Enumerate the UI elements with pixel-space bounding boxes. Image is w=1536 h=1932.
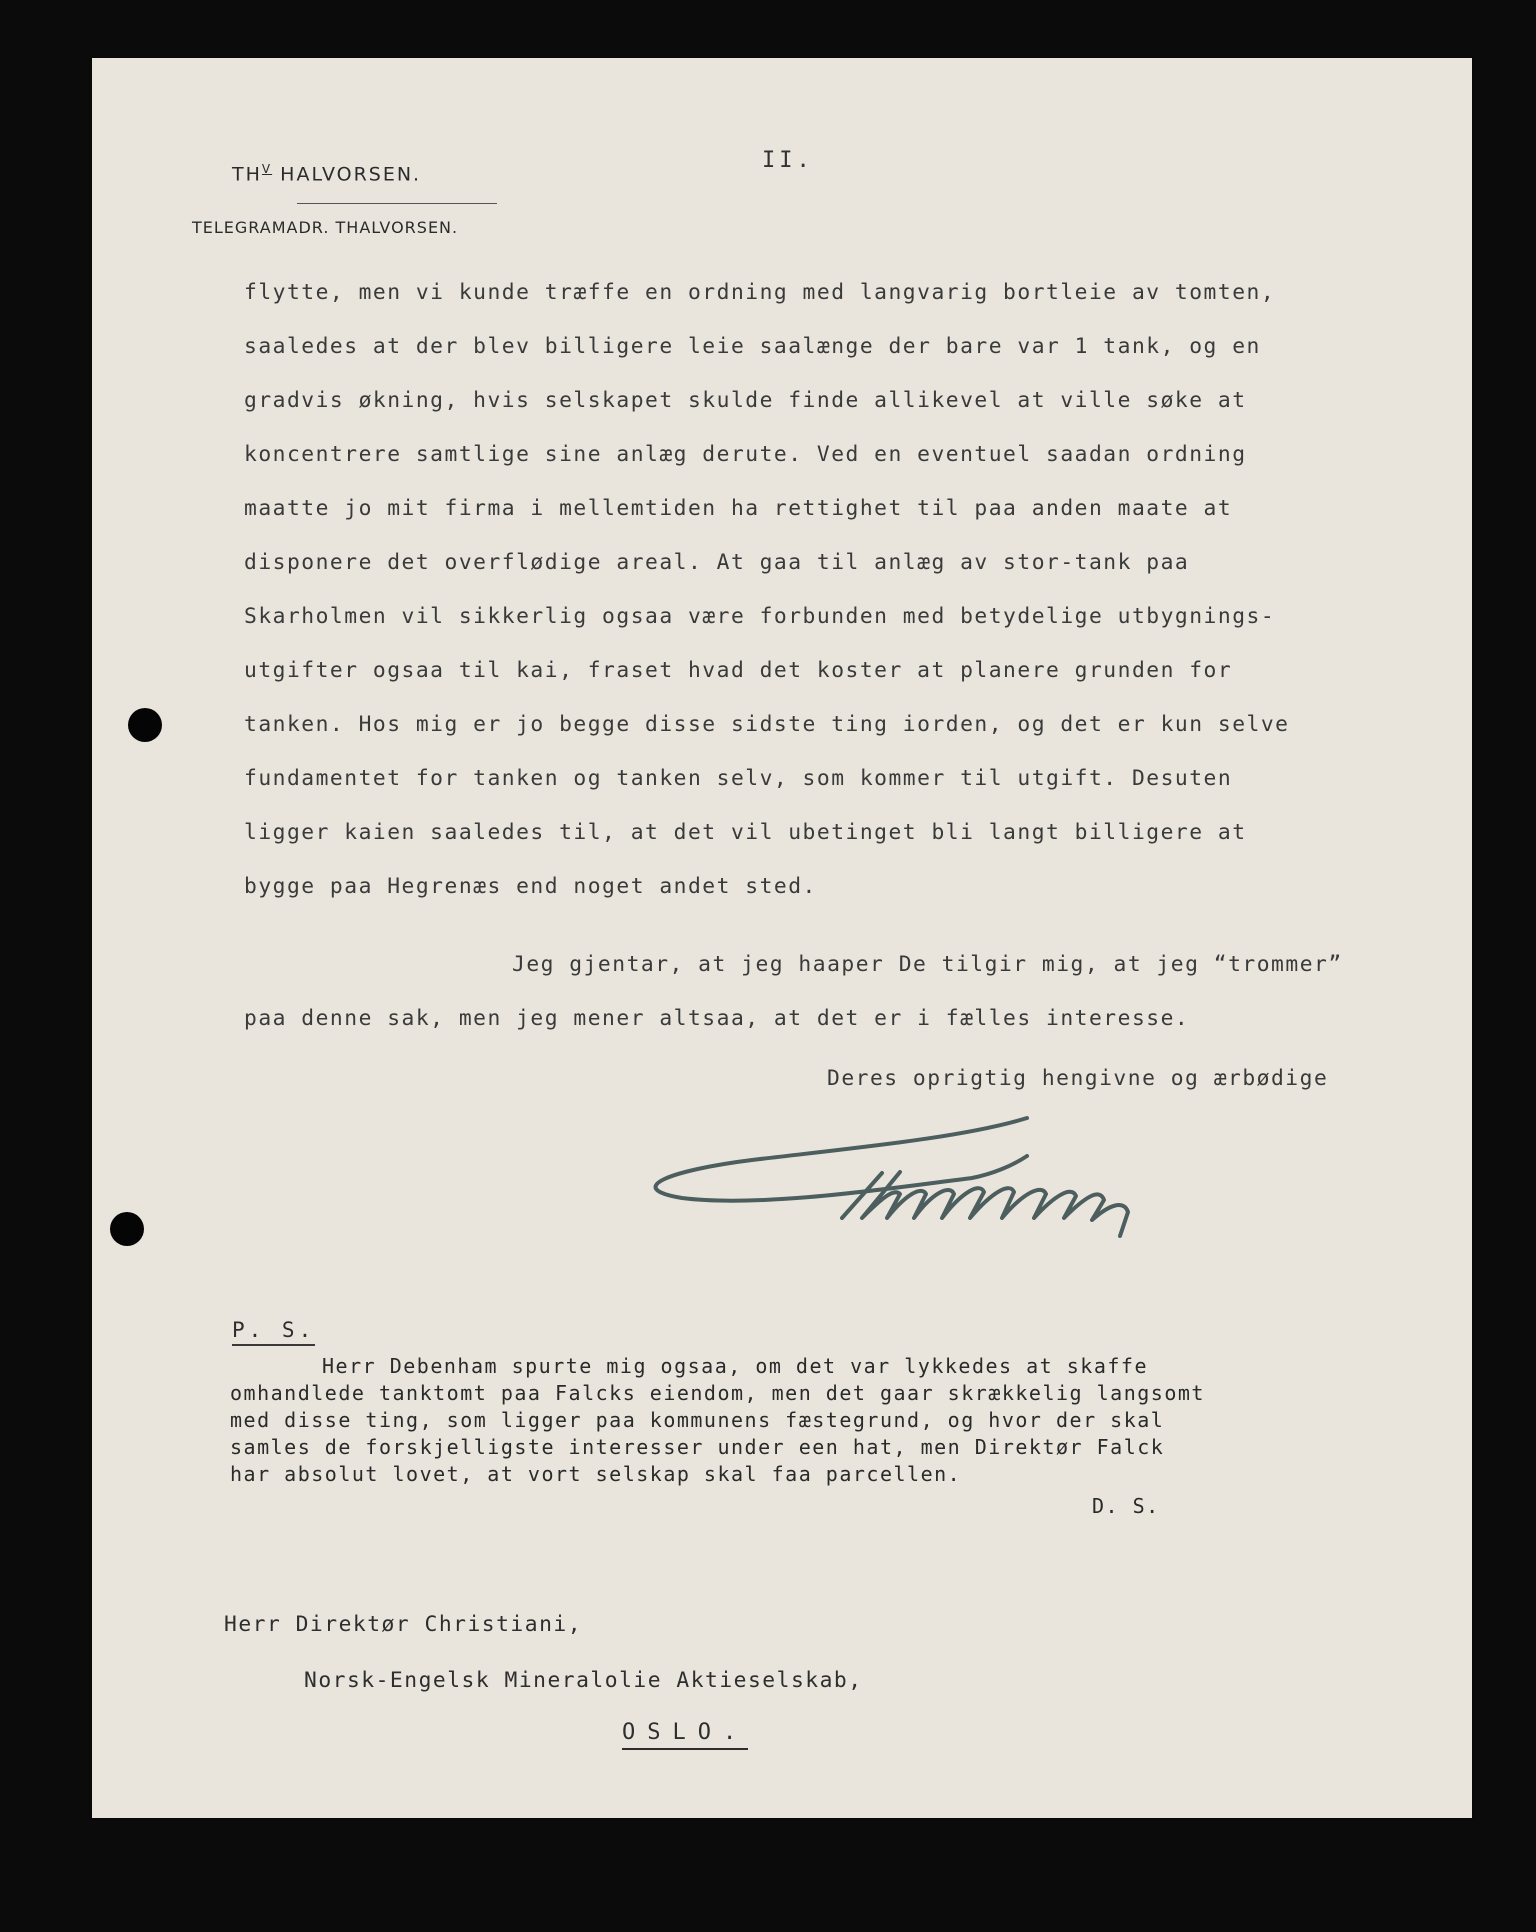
punch-hole-bottom [110,1212,144,1246]
body-line: tanken. Hos mig er jo begge disse sidste ting iorden, og det er kun selve [244,712,1290,737]
letterhead-divider [297,203,497,204]
ps-sign: D. S. [1092,1494,1160,1518]
body-line: maatte jo mit firma i mellemtiden ha rettighet til paa anden maate at [244,496,1233,521]
body-line: ligger kaien saaledes til, at det vil ubetinget bli langt billigere at [244,820,1247,845]
body-line: Skarholmen vil sikkerlig ogsaa være forbunden med betydelige utbygnings- [244,604,1276,629]
body-line: disponere det overflødige areal. At gaa til anlæg av stor-tank paa [244,550,1190,575]
ps-line: med disse ting, som ligger paa kommunens fæstegrund, og hvor der skal [230,1408,1165,1432]
body-line: fundamentet for tanken og tanken selv, som kommer til utgift. Desuten [244,766,1233,791]
punch-hole-top [128,708,162,742]
letterhead-telegram: TELEGRAMADR. THALVORSEN. [192,218,459,237]
body-line: flytte, men vi kunde træffe en ordning med langvarig bortleie av tomten, [244,280,1276,305]
ps-line: omhandlede tanktomt paa Falcks eiendom, men det gaar skrækkelig langsomt [230,1381,1205,1405]
address-city: OSLO. [622,1720,748,1750]
letterhead-name: $TH^V$ HALVORSEN. [232,162,422,186]
body-line: paa denne sak, men jeg mener altsaa, at det er i fælles interesse. [244,1006,1190,1031]
address-line: Herr Direktør Christiani, [224,1612,583,1637]
ps-line: har absolut lovet, at vort selskap skal faa parcellen. [230,1462,962,1486]
body-line: gradvis økning, hvis selskapet skulde finde allikevel at ville søke at [244,388,1247,413]
body-line: bygge paa Hegrenæs end noget andet sted. [244,874,817,899]
page-number: II. [762,148,814,173]
ps-line: Herr Debenham spurte mig ogsaa, om det var lykkedes at skaffe [322,1354,1149,1378]
letter-page [92,58,1472,1818]
handwritten-signature [632,1108,1332,1268]
body-line: koncentrere samtlige sine anlæg derute. Ved en eventuel saadan ordning [244,442,1247,467]
ps-line: samles de forskjelligste interesser under een hat, men Direktør Falck [230,1435,1165,1459]
body-line: Jeg gjentar, at jeg haaper De tilgir mig, at jeg “trommer” [512,952,1343,977]
body-line: utgifter ogsaa til kai, fraset hvad det koster at planere grunden for [244,658,1233,683]
address-line: Norsk-Engelsk Mineralolie Aktieselskab, [304,1668,863,1693]
body-line: saaledes at der blev billigere leie saalænge der bare var 1 tank, og en [244,334,1261,359]
ps-label: P. S. [232,1318,315,1346]
closing-phrase: Deres oprigtig hengivne og ærbødige [827,1066,1329,1091]
